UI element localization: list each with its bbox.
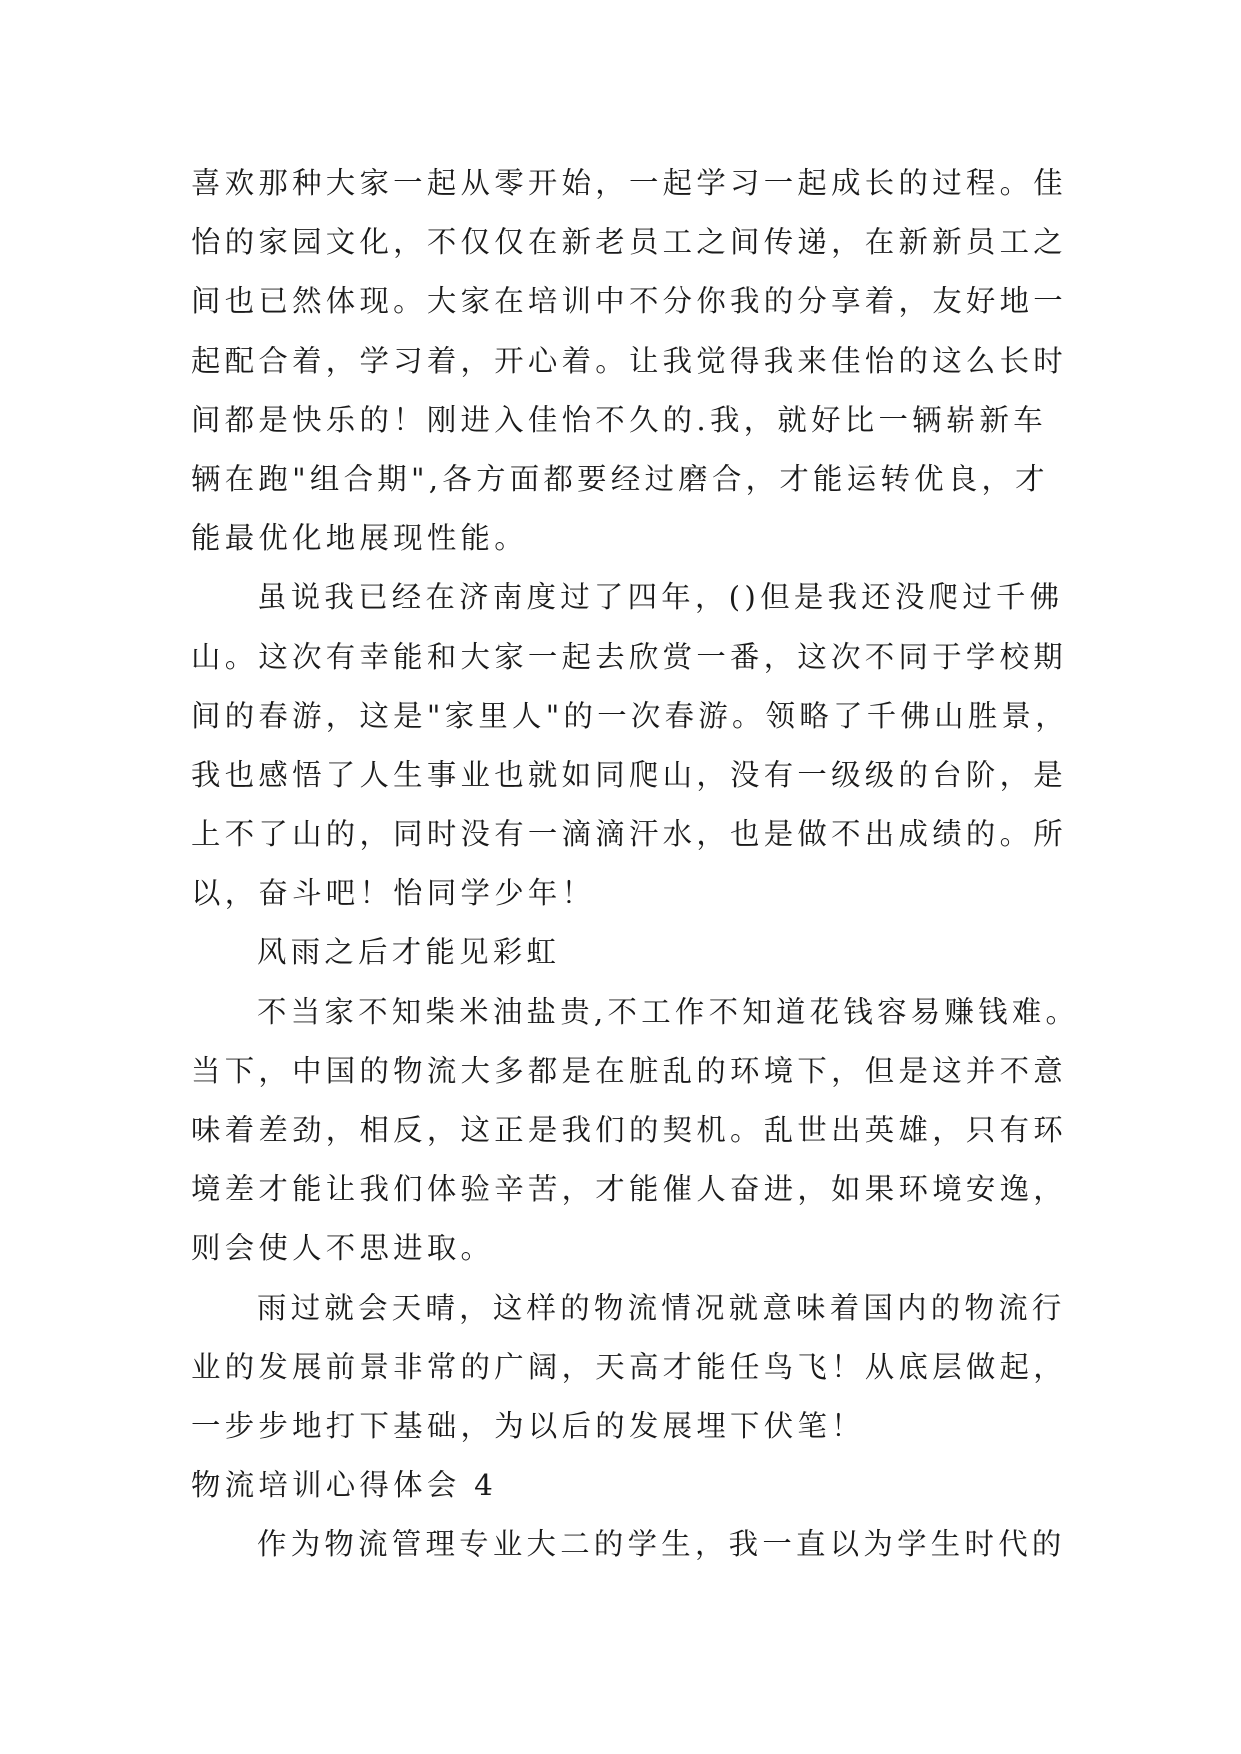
text-line: 一步步地打下基础，为以后的发展埋下伏笔！ (191, 1408, 865, 1443)
text-line: 山。这次有幸能和大家一起去欣赏一番，这次不同于学校期 (191, 639, 1067, 674)
text-line: 当下，中国的物流大多都是在脏乱的环境下，但是这并不意 (191, 1053, 1067, 1088)
paragraph-first-line: 雨过就会天晴，这样的物流情况就意味着国内的物流行 (257, 1290, 1066, 1325)
text-line: 业的发展前景非常的广阔，天高才能任鸟飞！从底层做起， (191, 1349, 1067, 1384)
text-line: 辆在跑"组合期",各方面都要经过磨合，才能运转优良，才 (191, 461, 1049, 496)
paragraph-first-line: 作为物流管理专业大二的学生，我一直以为学生时代的 (257, 1527, 1066, 1562)
text-line: 间都是快乐的！刚进入佳怡不久的.我，就好比一辆崭新车 (191, 402, 1047, 437)
text-line: 间也已然体现。大家在培训中不分你我的分享着，友好地一 (191, 284, 1067, 319)
text-line: 以，奋斗吧！怡同学少年！ (191, 876, 596, 911)
section-heading: 风雨之后才能见彩虹 (257, 935, 561, 970)
paragraph-first-line: 虽说我已经在济南度过了四年，()但是我还没爬过千佛 (257, 580, 1064, 615)
text-line: 喜欢那种大家一起从零开始，一起学习一起成长的过程。佳 (191, 166, 1067, 200)
text-line: 怡的家园文化，不仅仅在新老员工之间传递，在新新员工之 (191, 225, 1067, 260)
text-line: 则会使人不思进取。 (191, 1231, 495, 1266)
text-line: 我也感悟了人生事业也就如同爬山，没有一级级的台阶，是 (191, 757, 1067, 792)
text-line: 味着差劲，相反，这正是我们的契机。乱世出英雄，只有环 (191, 1113, 1067, 1147)
text-line: 境差才能让我们体验辛苦，才能催人奋进，如果环境安逸， (191, 1172, 1067, 1207)
text-line: 能最优化地展现性能。 (191, 521, 528, 556)
document-body (191, 154, 1080, 1575)
text-line: 起配合着，学习着，开心着。让我觉得我来佳怡的这么长时 (191, 343, 1067, 378)
document-title: 物流培训心得体会 4 (191, 1468, 498, 1503)
text-line: 上不了山的，同时没有一滴滴汗水，也是做不出成绩的。所 (191, 817, 1067, 852)
paragraph-first-line: 不当家不知柴米油盐贵,不工作不知道花钱容易赚钱难。 (257, 994, 1080, 1029)
text-line: 间的春游，这是"家里人"的一次春游。领略了千佛山胜景， (191, 698, 1069, 733)
